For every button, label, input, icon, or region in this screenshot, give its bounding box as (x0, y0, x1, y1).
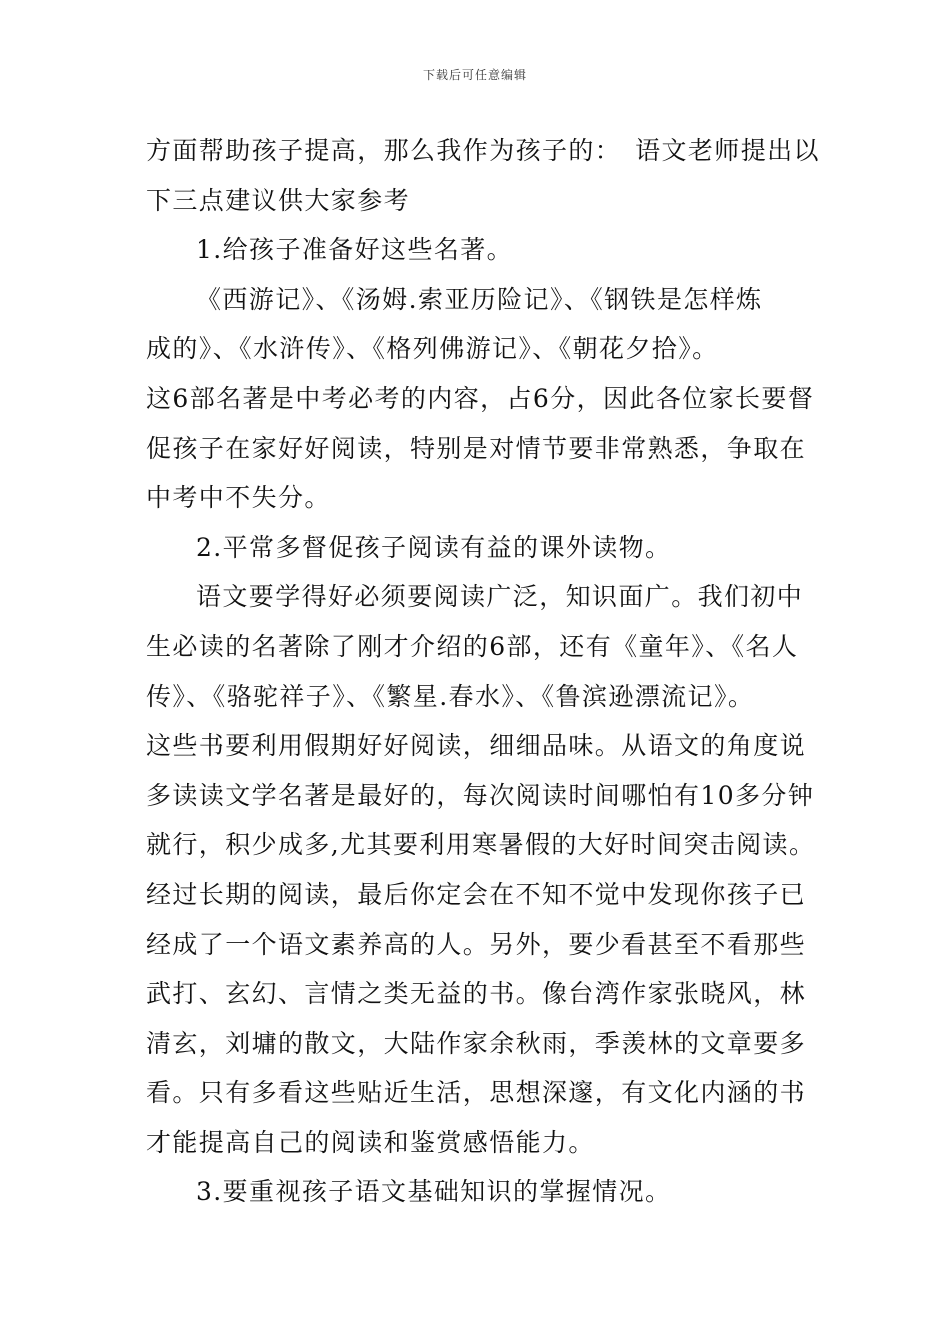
text-line: 看。只有多看这些贴近生活，思想深邃，有文化内涵的书 (146, 1078, 807, 1108)
text-line: 经成了一个语文素养高的人。另外，要少看甚至不看那些 (146, 929, 807, 959)
text-line: 1.给孩子准备好这些名著。 (196, 235, 514, 265)
page-header: 下载后可任意编辑 (422, 68, 527, 82)
text-line: 成的》、《水浒传》、《格列佛游记》、《朝花夕拾》。 (146, 334, 719, 364)
text-line: 传》、《骆驼祥子》、《繁星.春水》、《鲁滨逊漂流记》。 (146, 681, 755, 711)
text-line: 生必读的名著除了刚才介绍的6部，还有《童年》、《名人 (146, 631, 799, 661)
text-line: 2.平常多督促孩子阅读有益的课外读物。 (196, 532, 672, 562)
text-line: 武打、玄幻、言情之类无益的书。像台湾作家张晓风，林 (146, 979, 807, 1009)
text-line: 中考中不失分。 (146, 483, 331, 513)
text-line: 清玄，刘墉的散文，大陆作家余秋雨，季羡林的文章要多 (146, 1028, 807, 1058)
document-body (146, 126, 826, 1217)
text-line: 这些书要利用假期好好阅读，细细品味。从语文的角度说 (146, 731, 807, 761)
text-line: 才能提高自己的阅读和鉴赏感悟能力。 (146, 1127, 595, 1157)
text-line: 《西游记》、《汤姆.索亚历险记》、《钢铁是怎样炼 (196, 284, 763, 314)
text-line: 多读读文学名著是最好的，每次阅读时间哪怕有10多分钟 (146, 780, 815, 810)
text-line: 语文要学得好必须要阅读广泛，知识面广。我们初中 (196, 582, 804, 612)
text-line: 下三点建议供大家参考 (146, 185, 411, 215)
text-line: 3.要重视孩子语文基础知识的掌握情况。 (196, 1177, 672, 1207)
text-line: 经过长期的阅读，最后你定会在不知不觉中发现你孩子已 (146, 879, 807, 909)
text-line: 方面帮助孩子提高，那么我作为孩子的： 语文老师提出以 (146, 136, 820, 165)
text-line: 促孩子在家好好阅读，特别是对情节要非常熟悉，争取在 (146, 433, 807, 463)
text-line: 这6部名著是中考必考的内容，占6分，因此各位家长要督 (146, 383, 815, 413)
text-line: 就行，积少成多,尤其要利用寒暑假的大好时间突击阅读。 (146, 830, 816, 860)
